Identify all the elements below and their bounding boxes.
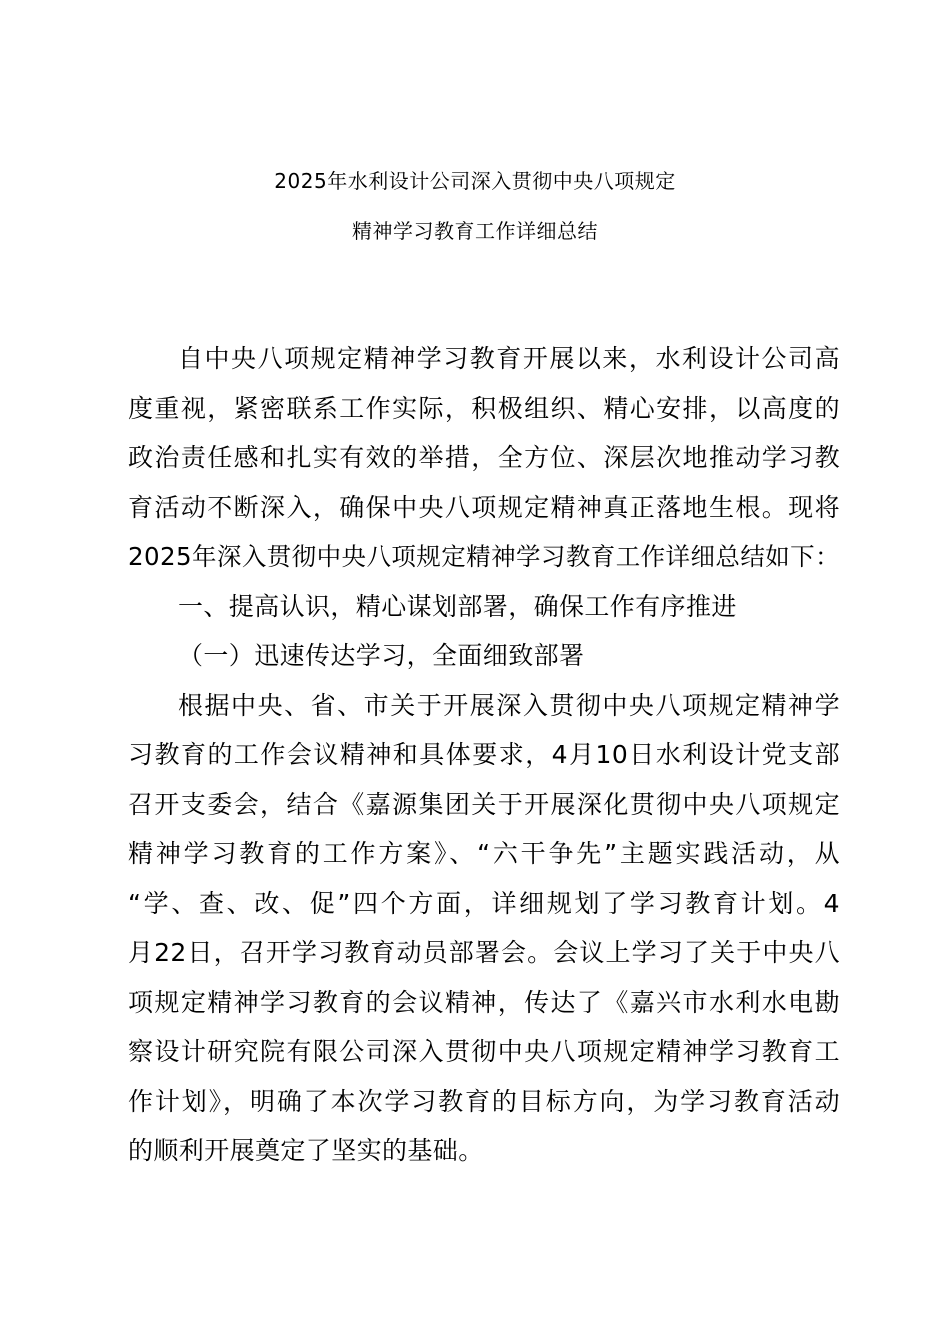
document-body [128, 334, 840, 1176]
paragraph-line: 的顺利开展奠定了坚实的基础。 [128, 1136, 484, 1165]
paragraph-line: 自中央八项规定精神学习教育开展以来，水利设计公司高 [178, 344, 840, 373]
paragraph-line: 2025年深入贯彻中央八项规定精神学习教育工作详细总结如下： [128, 542, 840, 571]
paragraph-line: 察设计研究院有限公司深入贯彻中央八项规定精神学习教育工 [128, 1037, 840, 1066]
paragraph-line: 项规定精神学习教育的会议精神，传达了《嘉兴市水利水电勘 [128, 987, 840, 1017]
title-line-1: 2025年水利设计公司深入贯彻中央八项规定 [274, 169, 676, 193]
paragraph-line: 根据中央、省、市关于开展深入贯彻中央八项规定精神学 [178, 690, 840, 720]
subsection-heading: （一）迅速传达学习，全面细致部署 [178, 641, 585, 670]
paragraph-line: 度重视，紧密联系工作实际，积极组织、精心安排，以高度的 [128, 393, 840, 423]
paragraph-line: 召开支委会，结合《嘉源集团关于开展深化贯彻中央八项规定 [128, 789, 840, 819]
paragraph-line: 精神学习教育的工作方案》、“六干争先”主题实践活动，从 [128, 839, 840, 868]
document-title [0, 156, 950, 256]
paragraph-line: 育活动不断深入，确保中央八项规定精神真正落地生根。现将 [128, 492, 840, 522]
paragraph-line: “学、查、改、促”四个方面，详细规划了学习教育计划。4 [128, 888, 840, 918]
paragraph-line: 政治责任感和扎实有效的举措，全方位、深层次地推动学习教 [128, 443, 840, 472]
paragraph-line: 习教育的工作会议精神和具体要求，4月10日水利设计党支部 [128, 740, 840, 769]
paragraph-line: 作计划》，明确了本次学习教育的目标方向，为学习教育活动 [128, 1086, 840, 1116]
section-heading: 一、提高认识，精心谋划部署，确保工作有序推进 [178, 591, 737, 621]
paragraph-line: 月22日，召开学习教育动员部署会。会议上学习了关于中央八 [128, 938, 840, 967]
title-line-2: 精神学习教育工作详细总结 [352, 219, 598, 243]
